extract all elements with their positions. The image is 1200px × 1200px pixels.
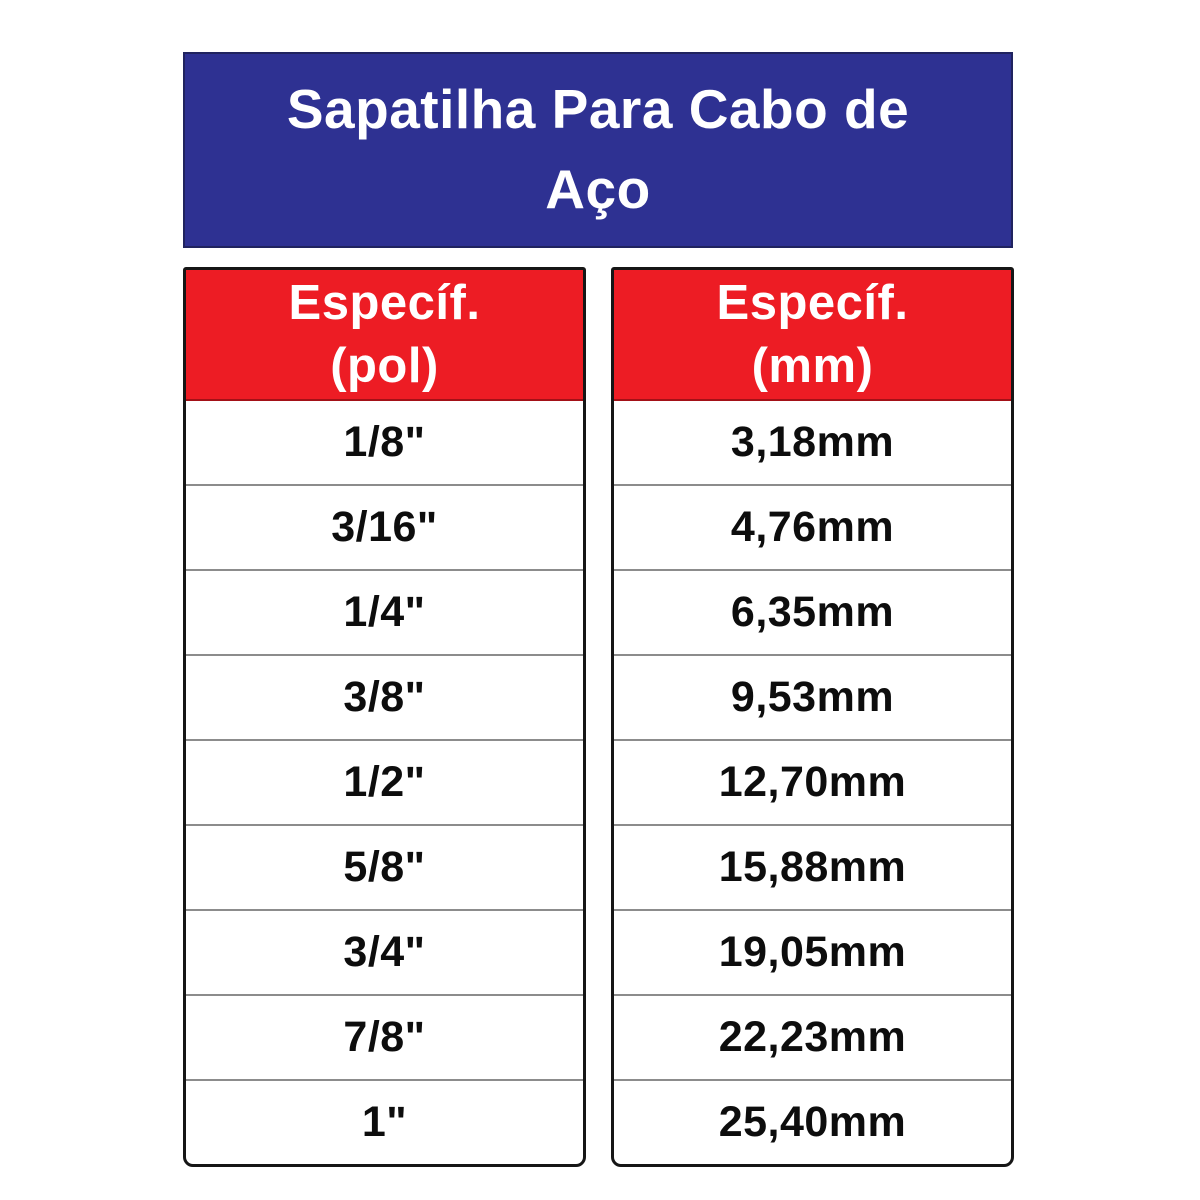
cell-mm-2: 6,35mm	[730, 588, 895, 636]
table-header-mm-line2: (mm)	[751, 338, 874, 393]
table-row	[614, 484, 1011, 569]
table-row	[186, 739, 583, 824]
spec-table-pol	[183, 267, 586, 1167]
cell-pol-5: 5/8"	[343, 843, 426, 891]
table-row	[614, 739, 1011, 824]
table-row	[614, 1079, 1011, 1164]
table-header-mm	[614, 270, 1011, 401]
cell-mm-6: 19,05mm	[718, 928, 907, 976]
table-body-pol	[186, 401, 583, 1164]
cell-pol-3: 3/8"	[343, 673, 426, 721]
table-row	[186, 401, 583, 484]
table-row	[186, 569, 583, 654]
cell-mm-3: 9,53mm	[730, 673, 895, 721]
table-row	[186, 824, 583, 909]
table-row	[186, 1079, 583, 1164]
cell-pol-1: 3/16"	[331, 503, 438, 551]
table-header-pol-line2: (pol)	[330, 338, 439, 393]
spec-table-mm	[611, 267, 1014, 1167]
table-row	[614, 654, 1011, 739]
table-row	[186, 654, 583, 739]
cell-pol-7: 7/8"	[343, 1013, 426, 1061]
table-header-pol	[186, 270, 583, 401]
table-header-mm-line1: Específ.	[716, 275, 909, 330]
cell-mm-7: 22,23mm	[718, 1013, 907, 1061]
cell-mm-0: 3,18mm	[730, 418, 895, 466]
table-row	[614, 994, 1011, 1079]
table-row	[614, 401, 1011, 484]
page-title: Sapatilha Para Cabo de Aço	[286, 78, 910, 220]
table-row	[186, 484, 583, 569]
spec-tables	[183, 267, 1014, 1167]
table-row	[186, 909, 583, 994]
cell-pol-0: 1/8"	[343, 418, 426, 466]
cell-mm-5: 15,88mm	[718, 843, 907, 891]
table-body-mm	[614, 401, 1011, 1164]
cell-pol-2: 1/4"	[343, 588, 426, 636]
table-row	[614, 909, 1011, 994]
cell-mm-4: 12,70mm	[718, 758, 907, 806]
cell-pol-4: 1/2"	[343, 758, 426, 806]
cell-mm-1: 4,76mm	[730, 503, 895, 551]
table-header-pol-line1: Específ.	[288, 275, 481, 330]
table-row	[614, 569, 1011, 654]
cell-pol-8: 1"	[361, 1098, 408, 1146]
table-row	[614, 824, 1011, 909]
table-row	[186, 994, 583, 1079]
title-banner	[183, 52, 1013, 248]
cell-pol-6: 3/4"	[343, 928, 426, 976]
cell-mm-8: 25,40mm	[718, 1098, 907, 1146]
